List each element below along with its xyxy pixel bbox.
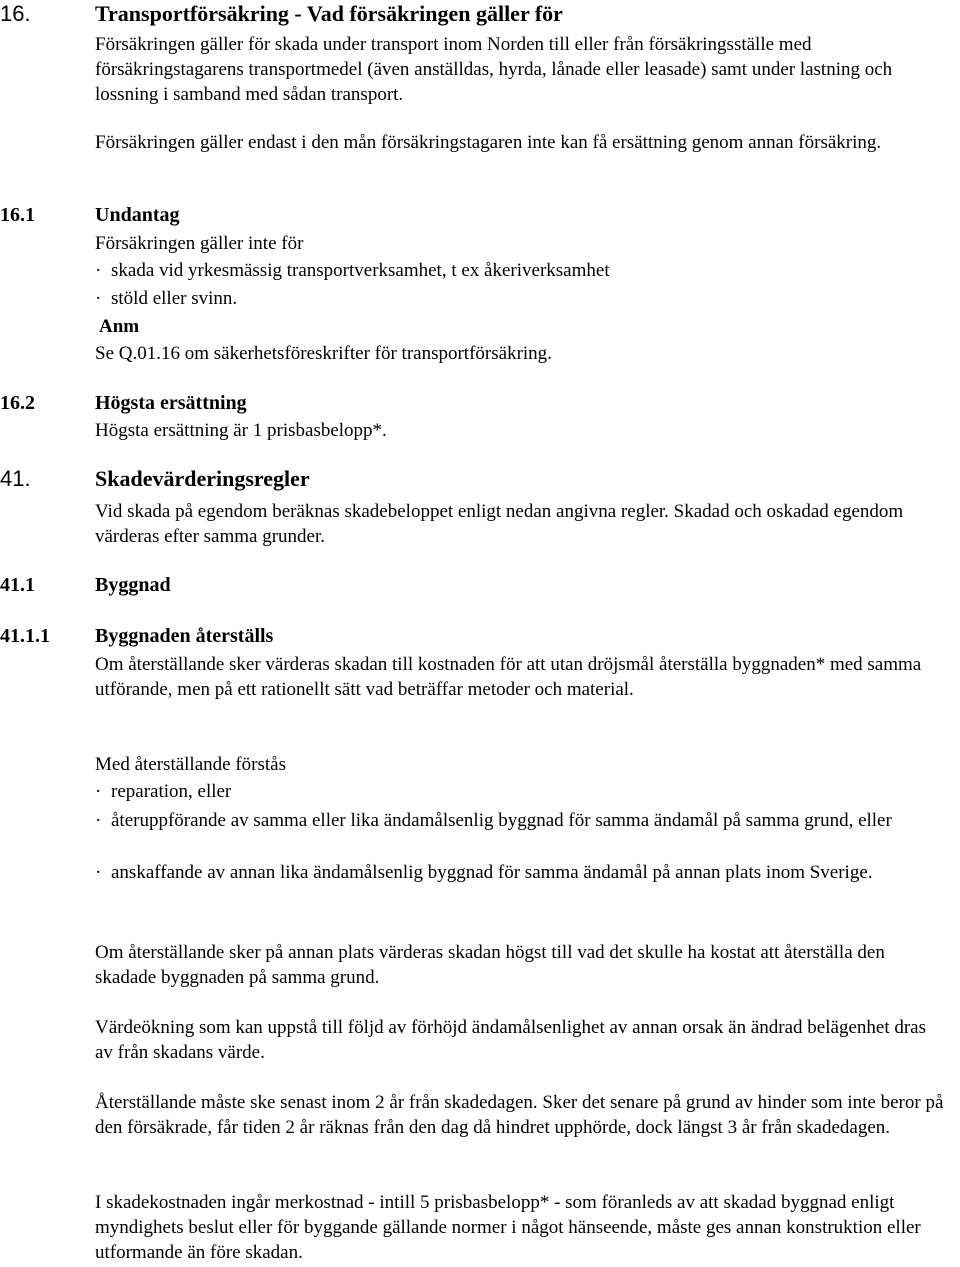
section-title: Byggnaden återställs	[95, 625, 274, 647]
bullet-icon: ·	[95, 781, 102, 802]
section-number: 16.	[0, 1, 31, 26]
list-item-text: skada vid yrkesmässig transportverksamhet, t ex åkeriverksamhet	[111, 260, 610, 281]
section-number: 41.	[0, 466, 31, 491]
list-item	[95, 860, 945, 885]
list-item	[95, 258, 945, 283]
section-title: Byggnad	[95, 574, 171, 596]
section-41-1-1-paragraph-2: Med återställande förstås	[95, 754, 286, 775]
note-label: Anm	[99, 316, 140, 337]
section-number: 16.1	[0, 204, 35, 226]
section-16-paragraph-2: Försäkringen gäller endast i den mån försäkringstagaren inte kan få ersättning genom annan försäkring.	[95, 132, 882, 153]
section-41-1-1-paragraph-1: Om återställande sker värderas skadan till kostnaden för att utan dröjsmål återställa byggnaden* med samma utförande, men på ett rationellt sätt vad beträffar metoder och material.	[95, 654, 922, 700]
section-16-1-intro: Försäkringen gäller inte för	[95, 233, 304, 254]
section-16-paragraph-1: Försäkringen gäller för skada under transport inom Norden till eller från försäkringsställe med försäkringstagarens transportmedel (även anställdas, hyrda, lånade eller leasade) samt under lastning och lossning i samband med sådan transport.	[95, 34, 893, 105]
section-41-text: Vid skada på egendom beräknas skadebeloppet enligt nedan angivna regler. Skadad och oskadad egendom värderas efter samma grunder.	[95, 501, 904, 547]
bullet-icon: ·	[95, 288, 102, 309]
section-number: 41.1	[0, 574, 35, 596]
section-41-1-1-paragraph-6: I skadekostnaden ingår merkostnad - intill 5 prisbasbelopp* - som föranleds av att skadad byggnad enligt myndighets beslut eller för byggande gällande normer i något hänseende, måste ges annan konstruktion eller utformande än före skadan.	[95, 1192, 921, 1263]
section-title: Skadevärderingsregler	[95, 466, 310, 491]
section-41-1-1-paragraph-3: Om återställande sker på annan plats värderas skadan högst till vad det skulle ha kostat att återställa den skadade byggnaden på samma grund.	[95, 942, 885, 988]
list-item-text: stöld eller svinn.	[111, 288, 238, 309]
bullet-icon: ·	[95, 260, 102, 281]
note-text: Se Q.01.16 om säkerhetsföreskrifter för transportförsäkring.	[95, 343, 552, 364]
section-title: Undantag	[95, 204, 180, 226]
section-number: 16.2	[0, 392, 35, 414]
bullet-icon: ·	[95, 862, 102, 883]
bullet-icon: ·	[95, 810, 102, 831]
section-number: 41.1.1	[0, 625, 50, 647]
list-item	[95, 779, 945, 804]
section-16-2-text: Högsta ersättning är 1 prisbasbelopp*.	[95, 420, 387, 441]
section-title: Högsta ersättning	[95, 392, 247, 414]
list-item	[95, 286, 945, 311]
section-41-1-1-paragraph-5: Återställande måste ske senast inom 2 år från skadedagen. Sker det senare på grund av hinder som inte beror på den försäkrade, får tiden 2 år räknas från den dag då hindret upphörde, dock längst 3 år från skadedagen.	[95, 1092, 944, 1138]
list-item	[95, 808, 945, 833]
section-title: Transportförsäkring - Vad försäkringen gäller för	[95, 1, 563, 26]
list-item-text: anskaffande av annan lika ändamålsenlig byggnad för samma ändamål på annan plats inom Sverige.	[111, 862, 873, 883]
list-item-text: reparation, eller	[111, 781, 232, 802]
list-item-text: återuppförande av samma eller lika ändamålsenlig byggnad för samma ändamål på samma grund, eller	[111, 810, 892, 831]
section-41-1-1-paragraph-4: Värdeökning som kan uppstå till följd av förhöjd ändamålsenlighet av annan orsak än ändrad belägenhet dras av från skadans värde.	[95, 1017, 926, 1063]
